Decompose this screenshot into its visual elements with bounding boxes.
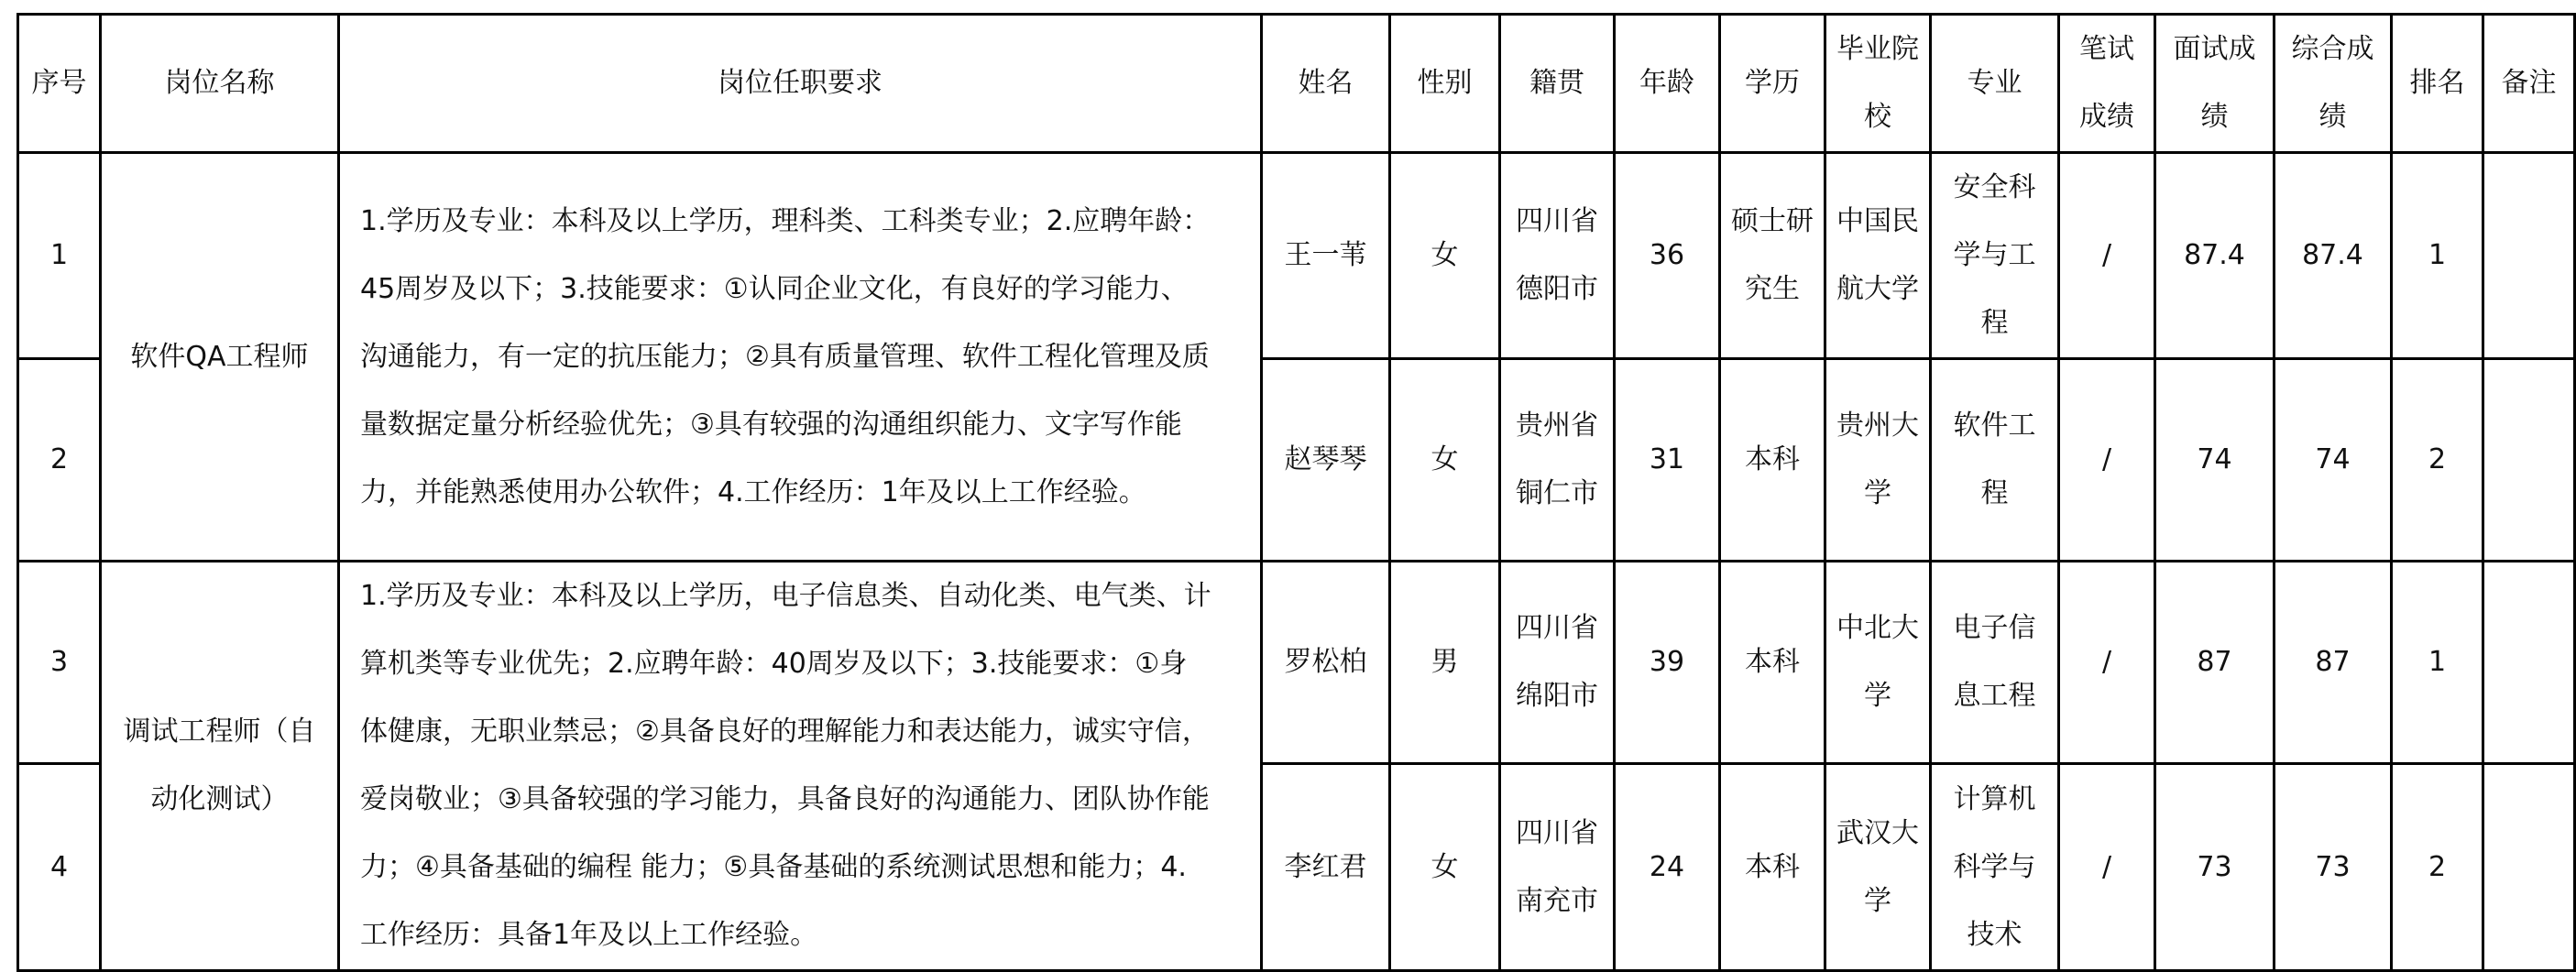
header-interview: 面试成绩 <box>2155 15 2275 153</box>
cell-education: 硕士研究生 <box>1720 153 1825 359</box>
cell-note <box>2483 359 2575 562</box>
cell-total: 74 <box>2275 359 2392 562</box>
header-gender: 性别 <box>1390 15 1500 153</box>
cell-education: 本科 <box>1720 562 1825 764</box>
cell-name: 王一苇 <box>1262 153 1390 359</box>
cell-age: 39 <box>1615 562 1720 764</box>
cell-major: 安全科学与工程 <box>1931 153 2059 359</box>
cell-gender: 女 <box>1390 153 1500 359</box>
cell-major: 电子信息工程 <box>1931 562 2059 764</box>
cell-interview: 87 <box>2155 562 2275 764</box>
header-education: 学历 <box>1720 15 1825 153</box>
cell-school: 中国民航大学 <box>1825 153 1931 359</box>
cell-note <box>2483 562 2575 764</box>
cell-index: 1 <box>18 153 101 359</box>
cell-name: 罗松柏 <box>1262 562 1390 764</box>
cell-major: 软件工程 <box>1931 359 2059 562</box>
cell-hometown: 贵州省铜仁市 <box>1500 359 1615 562</box>
header-age: 年龄 <box>1615 15 1720 153</box>
cell-school: 贵州大学 <box>1825 359 1931 562</box>
cell-requirements: 1.学历及专业：本科及以上学历，电子信息类、自动化类、电气类、计算机类等专业优先；2.应聘年龄：40周岁及以下；3.技能要求：①身体健康，无职业禁忌；②具备良好的理解能力和表达能力，诚实守信，爱岗敬业；③具备较强的学习能力，具备良好的沟通能力、团队协作能力；④具备基础的编程 能力；⑤具备基础的系统测试思想和能力；4.工作经历：具备1年及以上工作经验。 <box>339 562 1262 971</box>
cell-gender: 男 <box>1390 562 1500 764</box>
cell-school: 中北大学 <box>1825 562 1931 764</box>
cell-position: 软件QA工程师 <box>101 153 339 562</box>
header-written: 笔试成绩 <box>2059 15 2155 153</box>
header-school: 毕业院校 <box>1825 15 1931 153</box>
cell-education: 本科 <box>1720 359 1825 562</box>
cell-hometown: 四川省南充市 <box>1500 764 1615 971</box>
table-row <box>18 562 2575 764</box>
cell-interview: 74 <box>2155 359 2275 562</box>
header-requirements: 岗位任职要求 <box>339 15 1262 153</box>
header-row <box>18 15 2575 153</box>
results-table <box>16 13 2576 972</box>
cell-rank: 2 <box>2392 359 2483 562</box>
cell-note <box>2483 764 2575 971</box>
cell-hometown: 四川省绵阳市 <box>1500 562 1615 764</box>
header-rank: 排名 <box>2392 15 2483 153</box>
cell-education: 本科 <box>1720 764 1825 971</box>
cell-gender: 女 <box>1390 764 1500 971</box>
cell-position: 调试工程师（自动化测试） <box>101 562 339 971</box>
cell-rank: 1 <box>2392 153 2483 359</box>
cell-age: 31 <box>1615 359 1720 562</box>
header-major: 专业 <box>1931 15 2059 153</box>
header-name: 姓名 <box>1262 15 1390 153</box>
cell-gender: 女 <box>1390 359 1500 562</box>
cell-index: 2 <box>18 359 101 562</box>
cell-name: 李红君 <box>1262 764 1390 971</box>
header-position: 岗位名称 <box>101 15 339 153</box>
table-container <box>16 13 2576 972</box>
cell-age: 24 <box>1615 764 1720 971</box>
header-note: 备注 <box>2483 15 2575 153</box>
cell-total: 87.4 <box>2275 153 2392 359</box>
cell-written: / <box>2059 764 2155 971</box>
cell-total: 73 <box>2275 764 2392 971</box>
cell-rank: 2 <box>2392 764 2483 971</box>
cell-interview: 73 <box>2155 764 2275 971</box>
cell-major: 计算机科学与技术 <box>1931 764 2059 971</box>
cell-interview: 87.4 <box>2155 153 2275 359</box>
cell-written: / <box>2059 562 2155 764</box>
cell-index: 4 <box>18 764 101 971</box>
cell-hometown: 四川省德阳市 <box>1500 153 1615 359</box>
header-total: 综合成绩 <box>2275 15 2392 153</box>
cell-note <box>2483 153 2575 359</box>
header-index: 序号 <box>18 15 101 153</box>
cell-total: 87 <box>2275 562 2392 764</box>
cell-written: / <box>2059 153 2155 359</box>
table-row <box>18 153 2575 359</box>
cell-school: 武汉大学 <box>1825 764 1931 971</box>
cell-name: 赵琴琴 <box>1262 359 1390 562</box>
cell-index: 3 <box>18 562 101 764</box>
cell-age: 36 <box>1615 153 1720 359</box>
cell-requirements: 1.学历及专业：本科及以上学历，理科类、工科类专业；2.应聘年龄：45周岁及以下；3.技能要求：①认同企业文化，有良好的学习能力、沟通能力，有一定的抗压能力；②具有质量管理、软件工程化管理及质量数据定量分析经验优先；③具有较强的沟通组织能力、文字写作能力，并能熟悉使用办公软件；4.工作经历：1年及以上工作经验。 <box>339 153 1262 562</box>
cell-rank: 1 <box>2392 562 2483 764</box>
header-hometown: 籍贯 <box>1500 15 1615 153</box>
cell-written: / <box>2059 359 2155 562</box>
